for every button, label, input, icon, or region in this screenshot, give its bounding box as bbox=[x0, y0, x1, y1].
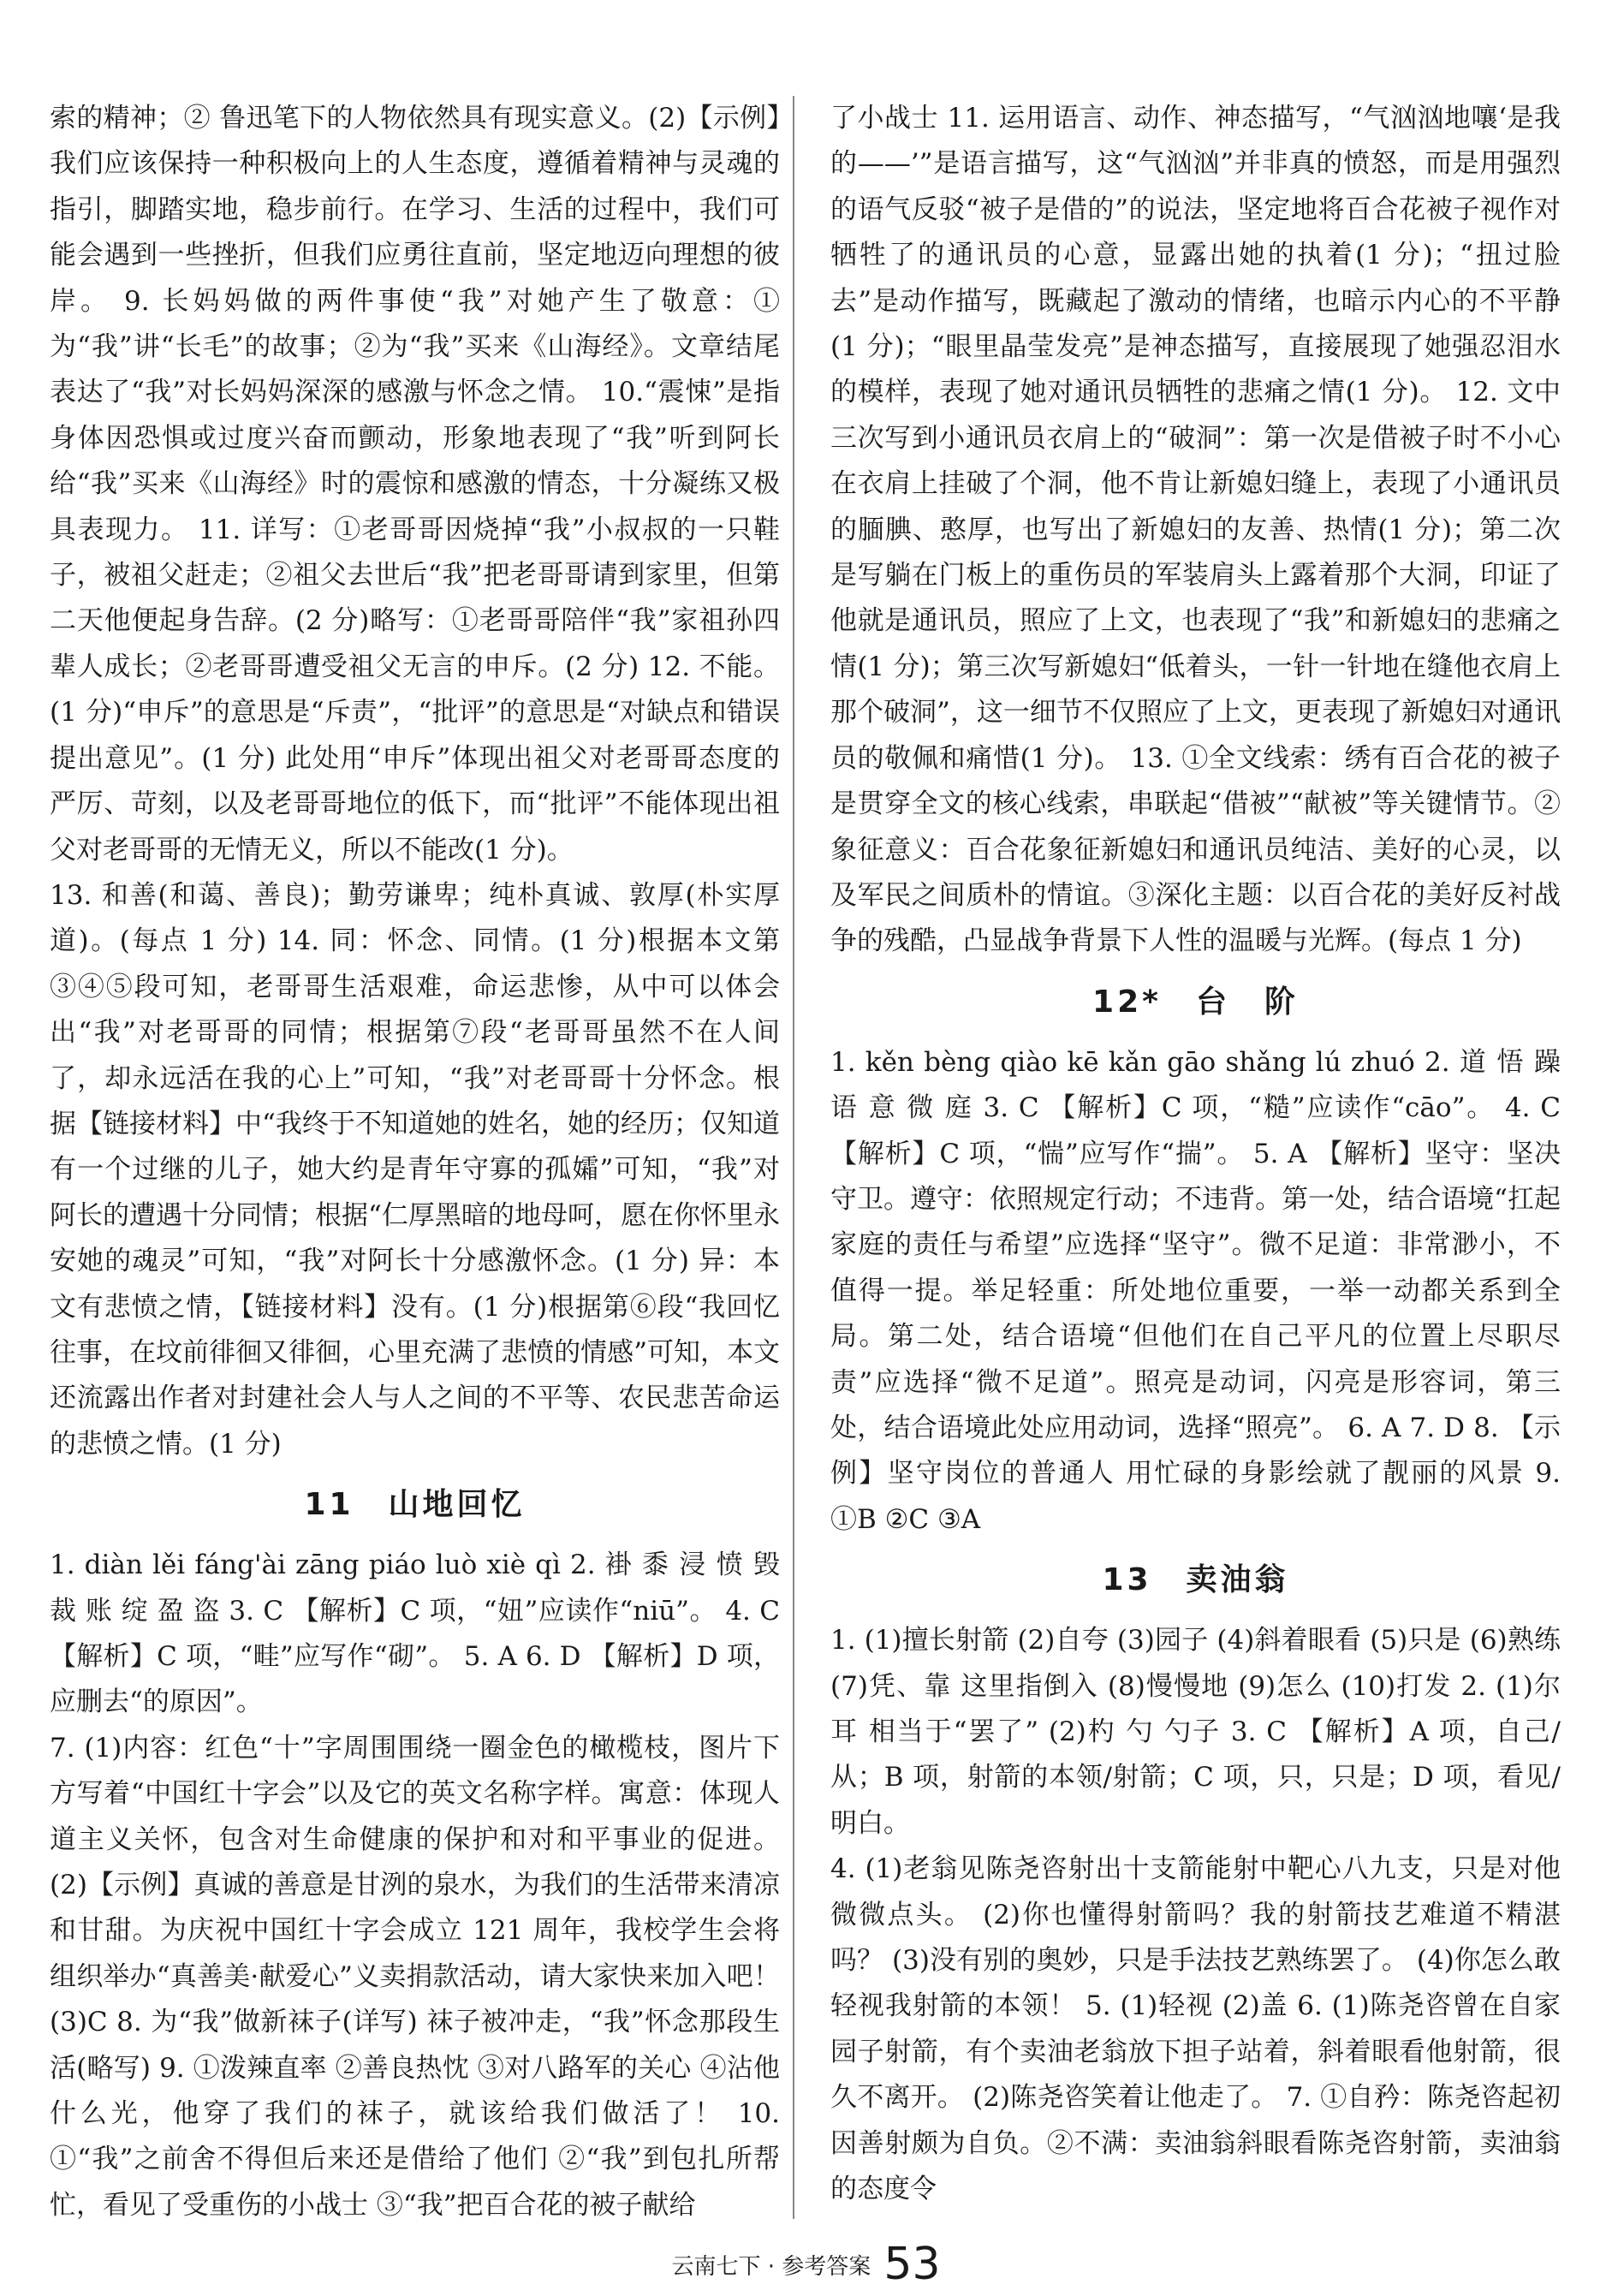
footer-label: 云南七下 · 参考答案 bbox=[671, 2253, 871, 2280]
column-divider bbox=[793, 96, 794, 2219]
right-column bbox=[830, 96, 1561, 2219]
page-number: 53 bbox=[883, 2239, 941, 2290]
right-paragraph: 了小战士 11. 运用语言、动作、神态描写，“气汹汹地嚷‘是我的——’”是语言描写，这“气汹汹”并非真的愤怒，而是用强烈的语气反驳“被子是借的”的说法，坚定地将百合花被子视作对牺牲了的通讯员的心意，显露出她的执着(1 分)；“扭过脸去”是动作描写，既藏起了激动的情绪，也暗示内心的不平静(1 分)；“眼里晶莹发亮”是神态描写，直接展现了她强忍泪水的模样，表现了她对通讯员牺牲的悲痛之情(1 分)。 12. 文中三次写到小通讯员衣肩上的“破洞”：第一次是借被子时不小心在衣肩上挂破了个洞，他不肯让新媳妇缝上，表现了小通讯员的腼腆、憨厚，也写出了新媳妇的友善、热情(1 分)；第二次是写躺在门板上的重伤员的军装肩头上露着那个大洞，印证了他就是通讯员，照应了上文，也表现了“我”和新媳妇的悲痛之情(1 分)；第三次写新媳妇“低着头，一针一针地在缝他衣肩上那个破洞”，这一细节不仅照应了上文，更表现了新媳妇对通讯员的敬佩和痛惜(1 分)。 13. ①全文线索：绣有百合花的被子是贯穿全文的核心线索，串联起“借被”“献被”等关键情节。②象征意义：百合花象征新媳妇和通讯员纯洁、美好的心灵，以及军民之间质朴的情谊。③深化主题：以百合花的美好反衬战争的残酷，凸显战争背景下人性的温暖与光辉。(每点 1 分) bbox=[830, 103, 1561, 957]
page-footer bbox=[0, 2239, 1612, 2290]
left-paragraph: 1. diàn lěi fáng'ài zāng piáo luò xiè qì 2. 褂 黍 浸 愤 毁 裁 账 绽 盈 盗 3. C 【解析】C 项，“妞”应读作“niū”。 4. C 【解析】C 项，“畦”应写作“砌”。 5. A 6. D 【解析】D 项，应删去“的原因”。 bbox=[50, 1550, 780, 1718]
section-heading-12: 12* 台 阶 bbox=[1092, 984, 1299, 1020]
section-heading-11: 11 山地回忆 bbox=[304, 1487, 526, 1523]
section-heading-13: 13 卖油翁 bbox=[1102, 1562, 1289, 1598]
left-paragraph: 7. (1)内容：红色“十”字周围围绕一圈金色的橄榄枝，图片下方写着“中国红十字会”以及它的英文名称字样。寓意：体现人道主义关怀，包含对生命健康的保护和对和平事业的促进。 (2)【示例】真诚的善意是甘洌的泉水，为我们的生活带来清凉和甘甜。为庆祝中国红十字会成立 121 周年，我校学生会将组织举办“真善美·献爱心”义卖捐款活动，请大家快来加入吧！ (3)C 8. 为“我”做新袜子(详写) 袜子被冲走，“我”怀念那段生活(略写) 9. ①泼辣直率 ②善良热忱 ③对八路军的关心 ④沾他什么光，他穿了我们的袜子，就该给我们做活了！ 10. ①“我”之前舍不得但后来还是借给了他们 ②“我”到包扎所帮忙，看见了受重伤的小战士 ③“我”把百合花的被子献给 bbox=[50, 1732, 780, 2219]
right-paragraph: 1. (1)擅长射箭 (2)自夸 (3)园子 (4)斜着眼看 (5)只是 (6)熟练 (7)凭、靠 这里指倒入 (8)慢慢地 (9)怎么 (10)打发 2. (1)尔 耳 相当于“罢了” (2)杓 勺 勺子 3. C 【解析】A 项，自己/从；B 项，射箭的本领/射箭；C 项，只，只是；D 项，看见/明白。 bbox=[830, 1625, 1561, 1839]
right-paragraph: 4. (1)老翁见陈尧咨射出十支箭能射中靶心八九支，只是对他微微点头。 (2)你也懂得射箭吗？我的射箭技艺难道不精湛吗？ (3)没有别的奥妙，只是手法技艺熟练罢了。 (4)你怎么敢轻视我射箭的本领！ 5. (1)轻视 (2)盖 6. (1)陈尧咨曾在自家园子射箭，有个卖油老翁放下担子站着，斜着眼看他射箭，很久不离开。 (2)陈尧咨笑着让他走了。 7. ①自矜：陈尧咨起初因善射颇为自负。②不满：卖油翁斜眼看陈尧咨射箭，卖油翁的态度令 bbox=[830, 1853, 1561, 2205]
left-column bbox=[50, 96, 780, 2219]
left-paragraph: 13. 和善(和蔼、善良)；勤劳谦卑；纯朴真诚、敦厚(朴实厚道)。(每点 1 分) 14. 同：怀念、同情。(1 分)根据本文第③④⑤段可知，老哥哥生活艰难，命运悲惨，从中可以体会出“我”对老哥哥的同情；根据第⑦段“老哥哥虽然不在人间了，却永远活在我的心上”可知，“我”对老哥哥十分怀念。根据【链接材料】中“我终于不知道她的姓名，她的经历；仅知道有一个过继的儿子，她大约是青年守寡的孤孀”可知，“我”对阿长的遭遇十分同情；根据“仁厚黑暗的地母呵，愿在你怀里永安她的魂灵”可知，“我”对阿长十分感激怀念。(1 分) 异：本文有悲愤之情，【链接材料】没有。(1 分)根据第⑥段“我回忆往事，在坟前徘徊又徘徊，心里充满了悲愤的情感”可知，本文还流露出作者对封建社会人与人之间的不平等、农民悲苦命运的悲愤之情。(1 分) bbox=[50, 879, 780, 1460]
left-paragraph: 索的精神；② 鲁迅笔下的人物依然具有现实意义。(2)【示例】我们应该保持一种积极向上的人生态度，遵循着精神与灵魂的指引，脚踏实地，稳步前行。在学习、生活的过程中，我们可能会遇到一些挫折，但我们应勇往直前，坚定地迈向理想的彼岸。 9. 长妈妈做的两件事使“我”对她产生了敬意：①为“我”讲“长毛”的故事；②为“我”买来《山海经》。文章结尾表达了“我”对长妈妈深深的感激与怀念之情。 10.“震悚”是指身体因恐惧或过度兴奋而颤动，形象地表现了“我”听到阿长给“我”买来《山海经》时的震惊和感激的情态，十分凝练又极具表现力。 11. 详写：①老哥哥因烧掉“我”小叔叔的一只鞋子，被祖父赶走；②祖父去世后“我”把老哥哥请到家里，但第二天他便起身告辞。(2 分)略写：①老哥哥陪伴“我”家祖孙四辈人成长；②老哥哥遭受祖父无言的申斥。(2 分) 12. 不能。(1 分)“申斥”的意思是“斥责”，“批评”的意思是“对缺点和错误提出意见”。(1 分) 此处用“申斥”体现出祖父对老哥哥态度的严厉、苛刻，以及老哥哥地位的低下，而“批评”不能体现出祖父对老哥哥的无情无义，所以不能改(1 分)。 bbox=[50, 103, 780, 865]
right-paragraph: 1. kěn bèng qiào kē kǎn gāo shǎng lú zhuó 2. 道 悟 躁 语 意 微 庭 3. C 【解析】C 项，“糙”应读作“cāo”。 4. C 【解析】C 项，“惴”应写作“揣”。 5. A 【解析】坚守：坚决守卫。遵守：依照规定行动；不违背。第一处，结合语境“扛起家庭的责任与希望”应选择“坚守”。微不足道：非常渺小，不值得一提。举足轻重：所处地位重要，一举一动都关系到全局。第二处，结合语境“但他们在自己平凡的位置上尽职尽责”应选择“微不足道”。照亮是动词，闪亮是形容词，第三处，结合语境此处应用动词，选择“照亮”。 6. A 7. D 8. 【示例】坚守岗位的普通人 用忙碌的身影绘就了靓丽的风景 9. ①B ②C ③A bbox=[830, 1046, 1561, 1535]
